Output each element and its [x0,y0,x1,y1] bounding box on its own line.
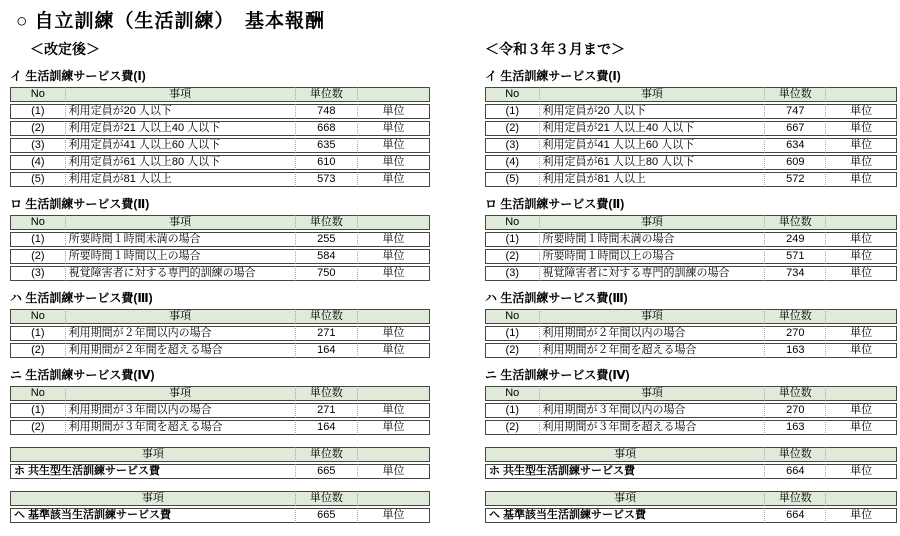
col-header-blank [825,447,897,462]
unit-suffix: 単位 [825,138,897,153]
summary-label: ホ 共生型生活訓練サービス費 [485,464,764,479]
col-header-units: 単位数 [764,386,825,401]
section-title: ロ 生活訓練サービス費(Ⅱ) [485,197,625,211]
col-header-item: 事項 [485,491,764,506]
section-service-fee-4-right [485,366,897,437]
fee-table [10,213,430,283]
row-no: (2) [10,420,65,435]
section-title: ニ 生活訓練サービス費(Ⅳ) [10,368,155,382]
kijungaito-table [10,489,430,525]
table-header-row [10,87,430,102]
section-title: ハ 生活訓練サービス費(Ⅲ) [485,291,628,305]
row-units: 572 [764,172,825,187]
table-header-row [10,309,430,324]
unit-suffix: 単位 [357,232,430,247]
row-units: 747 [764,104,825,119]
table-row [485,403,897,418]
row-item: 利用期間が２年間以内の場合 [539,326,765,341]
row-units: 163 [764,343,825,358]
col-header-no: No [10,309,65,324]
section-title: ハ 生活訓練サービス費(Ⅲ) [10,291,153,305]
col-header-units: 単位数 [764,309,825,324]
table-row [485,420,897,435]
col-header-units: 単位数 [764,491,825,506]
row-no: (1) [10,232,65,247]
col-header-units: 単位数 [295,386,357,401]
fee-table [485,307,897,360]
table-row [10,326,430,341]
row-item: 利用定員が20 人以下 [65,104,295,119]
row-no: (4) [485,155,539,170]
row-units: 584 [295,249,357,264]
col-header-item: 事項 [10,447,295,462]
unit-suffix: 単位 [825,508,897,523]
row-no: (2) [485,420,539,435]
col-header-item: 事項 [539,309,765,324]
table-row [10,249,430,264]
row-item: 利用定員が41 人以上60 人以下 [539,138,765,153]
col-header-item: 事項 [539,215,765,230]
row-units: 610 [295,155,357,170]
unit-suffix: 単位 [825,155,897,170]
unit-suffix: 単位 [825,121,897,136]
section-service-fee-3-right [485,289,897,360]
table-header-row [10,386,430,401]
row-item: 利用期間が２年間以内の場合 [65,326,295,341]
unit-suffix: 単位 [357,172,430,187]
unit-suffix: 単位 [357,249,430,264]
col-header-no: No [10,386,65,401]
row-units: 668 [295,121,357,136]
row-units: 748 [295,104,357,119]
column-before [485,37,897,525]
unit-suffix: 単位 [357,138,430,153]
col-header-blank [825,215,897,230]
table-header-row [10,491,430,506]
unit-suffix: 単位 [825,172,897,187]
col-header-item: 事項 [65,215,295,230]
row-item: 利用期間が２年間を超える場合 [539,343,765,358]
table-row [10,232,430,247]
table-row [485,266,897,281]
row-no: (2) [10,249,65,264]
col-header-item: 事項 [65,386,295,401]
row-units: 665 [295,508,357,523]
table-header-row [485,87,897,102]
table-row [10,104,430,119]
row-item: 所要時間１時間以上の場合 [65,249,295,264]
table-row [10,420,430,435]
table-row [485,121,897,136]
table-row [10,403,430,418]
section-service-fee-2-left [10,195,430,283]
table-row [485,326,897,341]
table-row [10,464,430,479]
row-item: 利用定員が61 人以上80 人以下 [539,155,765,170]
section-service-fee-4-left [10,366,430,437]
row-units: 271 [295,403,357,418]
table-row [485,249,897,264]
col-header-item: 事項 [539,386,765,401]
table-row [10,343,430,358]
col-header-no: No [10,215,65,230]
row-units: 249 [764,232,825,247]
summary-label: ヘ 基準該当生活訓練サービス費 [10,508,295,523]
row-units: 665 [295,464,357,479]
col-header-units: 単位数 [764,215,825,230]
table-row [10,121,430,136]
table-row [10,155,430,170]
table-row [10,138,430,153]
table-row [485,464,897,479]
fee-table [485,85,897,189]
col-header-units: 単位数 [295,309,357,324]
row-no: (5) [485,172,539,187]
unit-suffix: 単位 [825,420,897,435]
table-row [485,104,897,119]
column-revised [10,37,430,525]
right-column-heading: ＜令和３年３月まで＞ [485,41,625,57]
fee-table [10,384,430,437]
row-units: 664 [764,508,825,523]
row-no: (1) [485,232,539,247]
col-header-units: 単位数 [295,491,357,506]
table-row [485,172,897,187]
row-units: 573 [295,172,357,187]
row-item: 所要時間１時間以上の場合 [539,249,765,264]
col-header-blank [357,491,430,506]
col-header-blank [357,309,430,324]
row-no: (2) [485,249,539,264]
table-row [485,155,897,170]
row-item: 利用定員が81 人以上 [65,172,295,187]
col-header-no: No [10,87,65,102]
unit-suffix: 単位 [357,155,430,170]
section-service-fee-1-left [10,67,430,189]
table-header-row [485,309,897,324]
row-item: 利用期間が３年間以内の場合 [539,403,765,418]
page-title [0,0,900,33]
section-title: イ 生活訓練サービス費(Ⅰ) [10,69,146,83]
section-title: ニ 生活訓練サービス費(Ⅳ) [485,368,630,382]
unit-suffix: 単位 [825,266,897,281]
row-units: 667 [764,121,825,136]
row-units: 164 [295,343,357,358]
row-units: 270 [764,403,825,418]
row-units: 664 [764,464,825,479]
col-header-units: 単位数 [295,215,357,230]
row-units: 270 [764,326,825,341]
row-no: (1) [10,104,65,119]
col-header-no: No [485,215,539,230]
table-row [10,508,430,523]
row-no: (2) [10,343,65,358]
row-item: 利用期間が３年間を超える場合 [65,420,295,435]
table-row [485,343,897,358]
fee-table [10,85,430,189]
row-no: (3) [10,138,65,153]
row-item: 利用期間が２年間を超える場合 [65,343,295,358]
col-header-blank [357,215,430,230]
col-header-item: 事項 [539,87,765,102]
page-title-text: 自立訓練（生活訓練） 基本報酬 [34,11,325,32]
left-column-heading: ＜改定後＞ [30,41,100,57]
col-header-item: 事項 [65,87,295,102]
row-no: (2) [10,121,65,136]
row-no: (3) [485,266,539,281]
row-item: 利用定員が81 人以上 [539,172,765,187]
kyoseigata-table [485,445,897,481]
unit-suffix: 単位 [825,104,897,119]
unit-suffix: 単位 [357,326,430,341]
row-no: (5) [10,172,65,187]
row-no: (4) [10,155,65,170]
row-no: (1) [10,403,65,418]
col-header-blank [825,386,897,401]
col-header-item: 事項 [65,309,295,324]
unit-suffix: 単位 [357,420,430,435]
unit-suffix: 単位 [357,343,430,358]
row-units: 255 [295,232,357,247]
row-item: 利用期間が３年間を超える場合 [539,420,765,435]
row-units: 635 [295,138,357,153]
table-row [10,266,430,281]
row-no: (2) [485,343,539,358]
row-item: 所要時間１時間未満の場合 [65,232,295,247]
row-item: 視覚障害者に対する専門的訓練の場合 [539,266,765,281]
table-row [485,232,897,247]
col-header-blank [825,87,897,102]
row-item: 利用定員が41 人以上60 人以下 [65,138,295,153]
content-columns [0,37,900,525]
unit-suffix: 単位 [357,403,430,418]
col-header-no: No [485,87,539,102]
row-item: 利用定員が61 人以上80 人以下 [65,155,295,170]
row-units: 571 [764,249,825,264]
table-header-row [485,386,897,401]
kijungaito-table [485,489,897,525]
col-header-units: 単位数 [295,447,357,462]
section-title: ロ 生活訓練サービス費(Ⅱ) [10,197,150,211]
row-item: 視覚障害者に対する専門的訓練の場合 [65,266,295,281]
table-header-row [485,491,897,506]
table-header-row [10,215,430,230]
col-header-blank [357,447,430,462]
col-header-units: 単位数 [764,87,825,102]
row-item: 利用定員が21 人以上40 人以下 [539,121,765,136]
table-row [10,172,430,187]
unit-suffix: 単位 [357,266,430,281]
unit-suffix: 単位 [825,249,897,264]
row-no: (1) [485,104,539,119]
summary-label: ヘ 基準該当生活訓練サービス費 [485,508,764,523]
col-header-blank [825,309,897,324]
unit-suffix: 単位 [825,343,897,358]
section-title: イ 生活訓練サービス費(Ⅰ) [485,69,621,83]
unit-suffix: 単位 [357,464,430,479]
section-service-fee-1-right [485,67,897,189]
row-units: 164 [295,420,357,435]
col-header-item: 事項 [485,447,764,462]
col-header-units: 単位数 [764,447,825,462]
row-no: (3) [485,138,539,153]
table-row [485,508,897,523]
unit-suffix: 単位 [825,232,897,247]
unit-suffix: 単位 [357,121,430,136]
unit-suffix: 単位 [825,464,897,479]
table-header-row [485,215,897,230]
row-no: (1) [10,326,65,341]
fee-table [485,213,897,283]
row-units: 163 [764,420,825,435]
unit-suffix: 単位 [357,104,430,119]
table-header-row [10,447,430,462]
summary-label: ホ 共生型生活訓練サービス費 [10,464,295,479]
row-units: 750 [295,266,357,281]
col-header-blank [357,87,430,102]
row-units: 634 [764,138,825,153]
col-header-no: No [485,309,539,324]
section-service-fee-3-left [10,289,430,360]
row-item: 所要時間１時間未満の場合 [539,232,765,247]
row-units: 271 [295,326,357,341]
row-no: (1) [485,403,539,418]
fee-table [485,384,897,437]
row-no: (2) [485,121,539,136]
row-item: 利用期間が３年間以内の場合 [65,403,295,418]
fee-table [10,307,430,360]
section-service-fee-2-right [485,195,897,283]
row-item: 利用定員が20 人以下 [539,104,765,119]
row-item: 利用定員が21 人以上40 人以下 [65,121,295,136]
col-header-units: 単位数 [295,87,357,102]
table-header-row [485,447,897,462]
col-header-no: No [485,386,539,401]
row-no: (3) [10,266,65,281]
unit-suffix: 単位 [825,403,897,418]
circle-bullet-icon: ○ [16,11,29,32]
kyoseigata-table [10,445,430,481]
col-header-item: 事項 [10,491,295,506]
unit-suffix: 単位 [357,508,430,523]
table-row [485,138,897,153]
row-units: 609 [764,155,825,170]
row-no: (1) [485,326,539,341]
col-header-blank [825,491,897,506]
col-header-blank [357,386,430,401]
row-units: 734 [764,266,825,281]
unit-suffix: 単位 [825,326,897,341]
